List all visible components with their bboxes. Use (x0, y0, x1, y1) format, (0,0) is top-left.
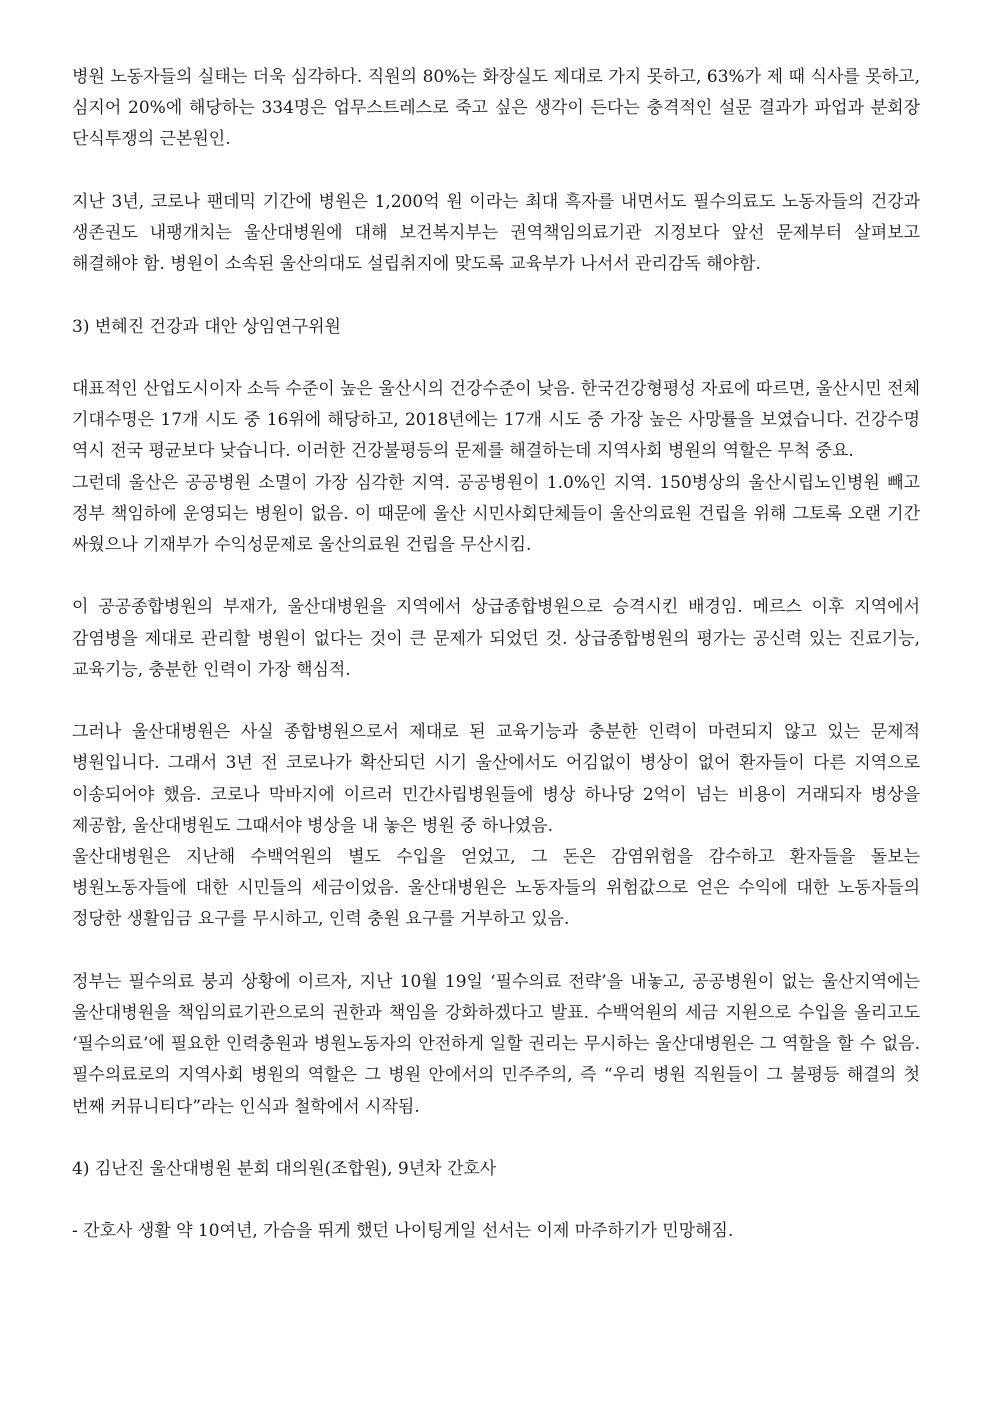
paragraph-gap (72, 343, 920, 374)
paragraph-gap (72, 686, 920, 717)
section-heading-4: 4) 김난진 울산대병원 분회 대의원(조합원), 9년차 간호사 (72, 1159, 497, 1179)
paragraph-extra-income: 울산대병원은 지난해 수백억원의 별도 수입을 얻었고, 그 돈은 감염위험을 감수하고 환자들을 돌보는 병원노동자들에 대한 시민들의 세금이었음. 울산대병원은 노동자들의 위험값으로 얻은 수익에 대한 노동자들의 정당한 생활임금 요구를 무시하고, 인력 충원 요구를 거부하고 있음. (72, 847, 920, 930)
paragraph-essential-care-strategy: 정부는 필수의료 붕괴 상황에 이르자, 지난 10월 19일 ‘필수의료 전략’을 내놓고, 공공병원이 없는 울산지역에는 울산대병원을 책임의료기관으로의 권한과 책임을 강화하겠다고 발표. 수백억원의 세금 지원으로 수입을 올리고도 ‘필수의료’에 필요한 인력충원과 병원노동자의 안전하게 일할 권리는 무시하는 울산대병원은 그 역할을 할 수 없음. 필수의료로의 지역사회 병원의 역할은 그 병원 안에서의 민주주의, 즉 “우리 병원 직원들이 그 불평등 해결의 첫 번째 커뮤니티다”라는 인식과 철학에서 시작됨. (72, 971, 920, 1117)
paragraph-nurse-life: - 간호사 생활 약 10여년, 가슴을 뛰게 했던 나이팅게일 선서는 이제 마주하기가 민망해짐. (72, 1221, 734, 1242)
paragraph-gap (72, 1185, 920, 1216)
paragraph-gap (72, 561, 920, 592)
paragraph-tertiary-hospital-background: 이 공공종합병원의 부재가, 울산대병원을 지역에서 상급종합병원으로 승격시킨 배경임. 메르스 이후 지역에서 감염병을 제대로 관리할 병원이 없다는 것이 큰 문제가 되었던 것. 상급종합병원의 평가는 공신력 있는 진료기능, 교육기능, 충분한 인력이 가장 핵심적. (72, 597, 920, 680)
document-page (72, 62, 920, 1248)
paragraph-pandemic-surplus: 지난 3년, 코로나 팬데믹 기간에 병원은 1,200억 원 이라는 최대 흑자를 내면서도 필수의료도 노동자들의 건강과 생존권도 내팽개치는 울산대병원에 대해 보건복지부는 권역책임의료기관 지정보다 앞선 문제부터 살펴보고 해결해야 함. 병원이 소속된 울산의대도 설립취지에 맞도록 교육부가 나서서 관리감독 해야함. (72, 191, 920, 275)
paragraph-ulsan-health-level: 대표적인 산업도시이자 소득 수준이 높은 울산시의 건강수준이 낮음. 한국건강형평성 자료에 따르면, 울산시민 전체 기대수명은 17개 시도 중 16위에 해당하고, 2018년에는 17개 시도 중 가장 높은 사망률을 보였습니다. 건강수명 역시 전국 평균보다 낮습니다. 이러한 건강불평등의 문제를 해결하는데 지역사회 병원의 역할은 무척 중요. (72, 378, 920, 462)
paragraph-gap (72, 280, 920, 311)
paragraph-gap (72, 936, 920, 967)
paragraph-gap (72, 1123, 920, 1154)
section-heading-3: 3) 변혜진 건강과 대안 상임연구위원 (72, 316, 341, 337)
paragraph-public-hospital-absence: 그런데 울산은 공공병원 소멸이 가장 심각한 지역. 공공병원이 1.0%인 지역. 150병상의 울산시립노인병원 빼고 정부 책임하에 운영되는 병원이 없음. 이 때문에 울산 시민사회단체들이 울산의료원 건립을 위해 그토록 오랜 기간 싸웠으나 기재부가 수익성문제로 울산의료원 건립을 무산시킴. (72, 472, 920, 555)
paragraph-gap (72, 156, 920, 187)
paragraph-hospital-workers-reality: 병원 노동자들의 실태는 더욱 심각하다. 직원의 80%는 화장실도 제대로 가지 못하고, 63%가 제 때 식사를 못하고, 심지어 20%에 해당하는 334명은 업무스트레스로 죽고 싶은 생각이 든다는 충격적인 설문 결과가 파업과 분회장 단식투쟁의 근본원인. (72, 67, 920, 150)
paragraph-problematic-hospital: 그러나 울산대병원은 사실 종합병원으로서 제대로 된 교육기능과 충분한 인력이 마련되지 않고 있는 문제적 병원입니다. 그래서 3년 전 코로나가 확산되던 시기 울산에서도 어김없이 병상이 없어 환자들이 다른 지역으로 이송되어야 했음. 코로나 막바지에 이르러 민간사립병원들에 병상 하나당 2억이 넘는 비용이 거래되자 병상을 제공함, 울산대병원도 그때서야 병상을 내 놓은 병원 중 하나였음. (72, 722, 920, 836)
